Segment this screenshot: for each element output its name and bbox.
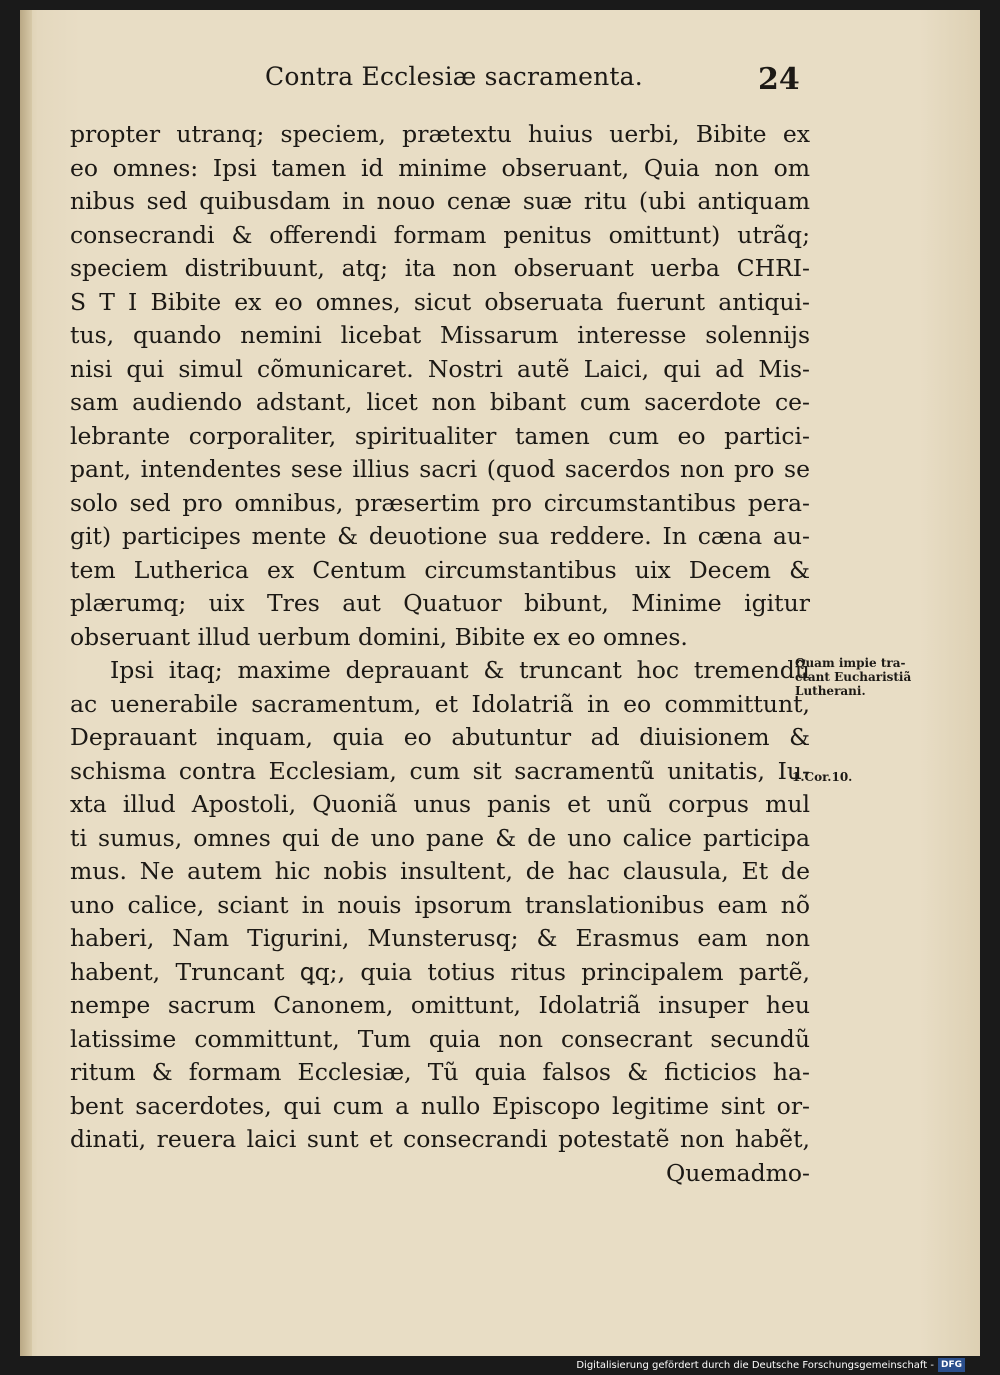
text-line: nempe sacrum Canonem, omittunt, Idolatriã insuper heu <box>70 991 810 1019</box>
text-line: habent, Truncant ꝗq;, quia totius ritus principalem partẽ, <box>70 957 810 986</box>
text-line: nisi qui simul cõmunicaret. Nostri autẽ Laici, qui ad Mis- <box>70 354 810 383</box>
text-line: dinati, reuera laici sunt et consecrandi potestatẽ non habẽt, <box>70 1125 810 1153</box>
text-line: git) participes mente & deuotione sua reddere. In cæna au- <box>70 522 810 550</box>
margin-note-eucharist: Quam impie tra- ctant Eucharistiã Lutherani. <box>795 656 912 698</box>
running-title: Contra Ecclesiæ sacramenta. <box>265 62 643 91</box>
text-line: S T I Bibite ex eo omnes, sicut obseruata fuerunt antiqui- <box>70 287 810 316</box>
catchword: Quemadmo- <box>665 1158 810 1187</box>
text-line: schisma contra Ecclesiam, cum sit sacramentũ unitatis, Iu- <box>70 756 810 785</box>
page-body-text <box>70 118 810 1190</box>
text-line: obseruant illud uerbum domini, Bibite ex eo omnes. <box>70 622 688 651</box>
text-line: xta illud Apostoli, Quoniã unus panis et unũ corpus mul <box>70 790 810 818</box>
text-line: consecrandi & offerendi formam penitus omittunt) utrãq; <box>70 220 810 249</box>
text-line: tus, quando nemini licebat Missarum interesse solennijs <box>70 321 810 349</box>
page-number: 24 <box>758 62 800 97</box>
text-line: latissime committunt, Tum quia non consecrant secundũ <box>70 1024 810 1053</box>
text-line: plærumq; uix Tres aut Quatuor bibunt, Minime igitur <box>70 589 810 617</box>
text-line: ac uenerabile sacramentum, et Idolatriã in eo committunt, <box>70 689 810 718</box>
text-line: mus. Ne autem hic nobis insultent, de hac clausula, Et de <box>70 857 810 885</box>
text-line: bent sacerdotes, qui cum a nullo Episcopo legitime sint or- <box>70 1091 810 1120</box>
text-line: haberi, Nam Tigurini, Munsterusq; & Erasmus eam non <box>70 924 810 952</box>
text-line: speciem distribuunt, atq; ita non obseruant uerba CHRI- <box>70 254 810 282</box>
text-line: eo omnes: Ipsi tamen id minime obseruant, Quia non om <box>70 153 810 182</box>
digitization-credit <box>576 1358 965 1373</box>
margin-note-citation: 1.Cor.10. <box>792 770 853 784</box>
page-spine-shadow <box>20 10 32 1356</box>
text-line: lebrante corporaliter, spiritualiter tamen cum eo partici- <box>70 421 810 450</box>
text-line: tem Lutherica ex Centum circumstantibus uix Decem & <box>70 555 810 584</box>
text-line: nibus sed quibusdam in nouo cenæ suæ ritu (ubi antiquam <box>70 187 810 215</box>
credit-text: Digitalisierung gefördert durch die Deutsche Forschungsgemeinschaft - <box>576 1360 934 1371</box>
text-line: Deprauant inquam, quia eo abutuntur ad diuisionem & <box>70 723 810 751</box>
text-line: propter utranq; speciem, prætextu huius uerbi, Bibite ex <box>70 120 810 148</box>
text-line: sam audiendo adstant, licet non bibant cum sacerdote ce- <box>70 388 810 416</box>
text-line: ritum & formam Ecclesiæ, Tũ quia falsos & ficticios ha- <box>70 1058 810 1086</box>
dfg-logo: DFG <box>938 1358 965 1372</box>
text-line: ti sumus, omnes qui de uno pane & de uno calice participa <box>70 823 810 852</box>
text-line: pant, intendentes sese illius sacri (quod sacerdos non pro se <box>70 455 810 483</box>
text-line: uno calice, sciant in nouis ipsorum translationibus eam nõ <box>70 890 810 919</box>
book-page <box>20 10 980 1356</box>
text-line: solo sed pro omnibus, præsertim pro circumstantibus pera- <box>70 488 810 517</box>
text-line: Ipsi itaq; maxime deprauant & truncant hoc tremendũ <box>110 656 810 684</box>
